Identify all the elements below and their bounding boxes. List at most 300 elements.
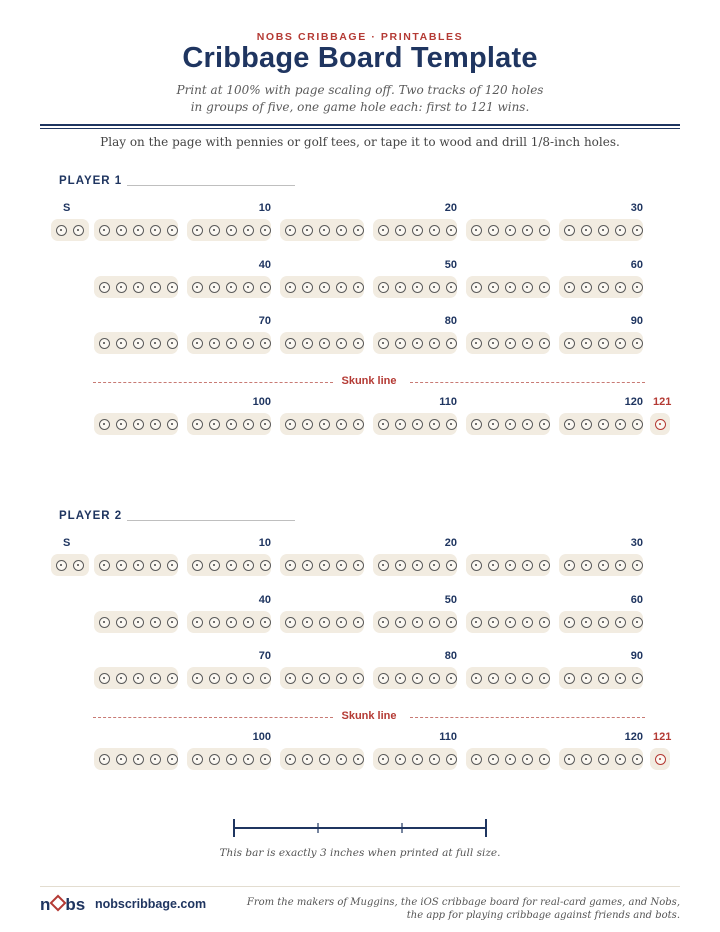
peg-hole[interactable] [429,673,440,684]
peg-hole[interactable] [564,617,575,628]
subtitle-line-2: in groups of five, one game hole each: first to 121 wins. [190,100,530,114]
hole-group [373,276,457,298]
peg-hole[interactable] [167,560,178,571]
peg-hole[interactable] [581,338,592,349]
peg-hole[interactable] [56,560,67,571]
peg-hole[interactable] [522,282,533,293]
peg-hole[interactable] [116,617,127,628]
peg-hole[interactable] [319,754,330,765]
header-rule-thin [40,128,680,129]
hole-number-label: 10 [258,202,271,214]
peg-hole[interactable] [429,617,440,628]
peg-hole[interactable] [353,560,364,571]
peg-hole[interactable] [522,419,533,430]
peg-hole[interactable] [116,754,127,765]
page-title: Cribbage Board Template [182,42,538,74]
peg-hole[interactable] [353,673,364,684]
peg-hole[interactable] [378,225,389,236]
peg-hole[interactable] [522,754,533,765]
peg-hole[interactable] [133,225,144,236]
peg-hole[interactable] [615,282,626,293]
peg-hole[interactable] [539,338,550,349]
peg-hole[interactable] [209,673,220,684]
peg-hole[interactable] [632,225,643,236]
peg-hole[interactable] [564,338,575,349]
peg-hole[interactable] [167,225,178,236]
hole-number-label: 20 [444,537,457,549]
peg-hole[interactable] [336,225,347,236]
peg-hole[interactable] [336,560,347,571]
peg-hole[interactable] [539,754,550,765]
peg-hole[interactable] [133,282,144,293]
peg-hole[interactable] [226,282,237,293]
peg-hole[interactable] [192,225,203,236]
peg-hole[interactable] [260,419,271,430]
eyebrow: NOBS CRIBBAGE · PRINTABLES [256,31,464,43]
peg-hole[interactable] [319,282,330,293]
peg-hole[interactable] [488,560,499,571]
peg-hole[interactable] [319,617,330,628]
peg-hole[interactable] [429,225,440,236]
peg-hole[interactable] [488,754,499,765]
peg-hole[interactable] [412,338,423,349]
peg-hole[interactable] [598,754,609,765]
peg-hole[interactable] [598,617,609,628]
peg-hole[interactable] [56,225,67,236]
peg-hole[interactable] [522,617,533,628]
peg-hole[interactable] [539,673,550,684]
peg-hole[interactable] [488,282,499,293]
peg-hole[interactable] [116,282,127,293]
peg-hole[interactable] [395,673,406,684]
peg-hole[interactable] [488,617,499,628]
peg-hole[interactable] [615,338,626,349]
peg-hole[interactable] [505,673,516,684]
peg-hole[interactable] [446,225,457,236]
peg-hole[interactable] [133,617,144,628]
hole-group [466,611,550,633]
peg-hole[interactable] [378,419,389,430]
peg-hole[interactable] [412,282,423,293]
peg-hole[interactable] [655,754,666,765]
peg-hole[interactable] [429,282,440,293]
peg-hole[interactable] [395,225,406,236]
peg-hole[interactable] [395,754,406,765]
peg-hole[interactable] [598,419,609,430]
peg-hole[interactable] [471,225,482,236]
peg-hole[interactable] [378,754,389,765]
peg-hole[interactable] [209,419,220,430]
hole-number-label: 60 [630,594,643,606]
peg-hole[interactable] [226,754,237,765]
peg-hole[interactable] [226,617,237,628]
peg-hole[interactable] [133,338,144,349]
skunk-line-left [93,382,333,383]
peg-hole[interactable] [615,560,626,571]
brand-logo [40,895,85,915]
peg-hole[interactable] [192,338,203,349]
peg-hole[interactable] [632,338,643,349]
peg-hole[interactable] [378,673,389,684]
player-label-2: PLAYER 2 [59,510,123,522]
peg-hole[interactable] [99,419,110,430]
hole-number-label: 80 [444,315,457,327]
peg-hole[interactable] [429,560,440,571]
peg-hole[interactable] [505,754,516,765]
peg-hole[interactable] [412,673,423,684]
hole-group [187,748,271,770]
peg-hole[interactable] [302,673,313,684]
peg-hole[interactable] [209,617,220,628]
peg-hole[interactable] [302,560,313,571]
peg-hole[interactable] [192,754,203,765]
peg-hole[interactable] [395,560,406,571]
peg-hole[interactable] [336,282,347,293]
brand-logo-n: n [40,895,51,914]
peg-hole[interactable] [319,225,330,236]
peg-hole[interactable] [446,419,457,430]
peg-hole[interactable] [471,673,482,684]
peg-hole[interactable] [539,225,550,236]
peg-hole[interactable] [285,617,296,628]
peg-hole[interactable] [260,560,271,571]
peg-hole[interactable] [167,673,178,684]
peg-hole[interactable] [598,560,609,571]
peg-hole[interactable] [285,754,296,765]
peg-hole[interactable] [429,754,440,765]
hole-number-label: 20 [444,202,457,214]
peg-hole[interactable] [260,673,271,684]
peg-hole[interactable] [446,673,457,684]
player-name-line-1 [127,185,295,186]
peg-hole[interactable] [412,617,423,628]
peg-hole[interactable] [615,419,626,430]
peg-hole[interactable] [167,754,178,765]
peg-hole[interactable] [429,338,440,349]
hole-group [187,276,271,298]
peg-hole[interactable] [446,754,457,765]
peg-hole[interactable] [632,282,643,293]
peg-hole[interactable] [150,419,161,430]
peg-hole[interactable] [539,560,550,571]
peg-hole[interactable] [73,560,84,571]
hole-group [466,332,550,354]
hole-group [466,748,550,770]
peg-hole[interactable] [505,338,516,349]
peg-hole[interactable] [302,754,313,765]
hole-number-label: 120 [624,731,643,743]
peg-hole[interactable] [99,617,110,628]
peg-hole[interactable] [260,617,271,628]
peg-hole[interactable] [99,282,110,293]
peg-hole[interactable] [395,338,406,349]
hole-group [466,276,550,298]
hole-number-label: 30 [630,537,643,549]
peg-hole[interactable] [319,419,330,430]
peg-hole[interactable] [655,419,666,430]
peg-hole[interactable] [192,419,203,430]
peg-hole[interactable] [353,338,364,349]
peg-hole[interactable] [471,338,482,349]
peg-hole[interactable] [378,282,389,293]
peg-hole[interactable] [581,560,592,571]
peg-hole[interactable] [260,338,271,349]
peg-hole[interactable] [192,282,203,293]
peg-hole[interactable] [395,419,406,430]
peg-hole[interactable] [209,338,220,349]
peg-hole[interactable] [412,419,423,430]
hole-group [466,667,550,689]
peg-hole[interactable] [150,225,161,236]
peg-hole[interactable] [581,617,592,628]
peg-hole[interactable] [133,673,144,684]
peg-hole[interactable] [99,754,110,765]
hole-group [94,413,178,435]
peg-hole[interactable] [336,754,347,765]
peg-hole[interactable] [209,754,220,765]
peg-hole[interactable] [395,282,406,293]
peg-hole[interactable] [581,754,592,765]
peg-hole[interactable] [471,754,482,765]
hole-group [187,554,271,576]
peg-hole[interactable] [564,419,575,430]
hole-number-label: 50 [444,594,457,606]
peg-hole[interactable] [395,617,406,628]
peg-hole[interactable] [150,617,161,628]
hole-group [280,554,364,576]
peg-hole[interactable] [133,560,144,571]
peg-hole[interactable] [226,225,237,236]
peg-hole[interactable] [505,225,516,236]
peg-hole[interactable] [378,617,389,628]
peg-hole[interactable] [539,617,550,628]
peg-hole[interactable] [133,419,144,430]
peg-hole[interactable] [564,225,575,236]
peg-hole[interactable] [632,419,643,430]
peg-hole[interactable] [226,419,237,430]
hole-group [187,413,271,435]
peg-hole[interactable] [243,338,254,349]
peg-hole[interactable] [226,560,237,571]
peg-hole[interactable] [150,560,161,571]
peg-hole[interactable] [243,673,254,684]
peg-hole[interactable] [285,673,296,684]
peg-hole[interactable] [99,560,110,571]
peg-hole[interactable] [116,225,127,236]
peg-hole[interactable] [150,338,161,349]
peg-hole[interactable] [73,225,84,236]
peg-hole[interactable] [632,617,643,628]
peg-hole[interactable] [150,754,161,765]
peg-hole[interactable] [302,617,313,628]
peg-hole[interactable] [581,673,592,684]
peg-hole[interactable] [539,419,550,430]
peg-hole[interactable] [150,282,161,293]
peg-hole[interactable] [378,338,389,349]
peg-hole[interactable] [260,754,271,765]
peg-hole[interactable] [260,282,271,293]
peg-hole[interactable] [564,673,575,684]
peg-hole[interactable] [336,338,347,349]
hole-number-label: 50 [444,259,457,271]
peg-hole[interactable] [488,419,499,430]
peg-hole[interactable] [167,338,178,349]
peg-hole[interactable] [581,225,592,236]
peg-hole[interactable] [285,560,296,571]
peg-hole[interactable] [353,419,364,430]
peg-hole[interactable] [116,338,127,349]
peg-hole[interactable] [615,617,626,628]
peg-hole[interactable] [99,338,110,349]
site-link[interactable]: nobscribbage.com [95,897,207,911]
peg-hole[interactable] [522,560,533,571]
hole-group [559,611,643,633]
peg-hole[interactable] [99,225,110,236]
peg-hole[interactable] [243,419,254,430]
peg-hole[interactable] [319,673,330,684]
peg-hole[interactable] [192,560,203,571]
peg-hole[interactable] [581,419,592,430]
peg-hole[interactable] [471,282,482,293]
start-label: S [63,202,71,214]
peg-hole[interactable] [133,754,144,765]
peg-hole[interactable] [598,673,609,684]
peg-hole[interactable] [598,282,609,293]
peg-hole[interactable] [209,560,220,571]
peg-hole[interactable] [285,225,296,236]
peg-hole[interactable] [353,617,364,628]
peg-hole[interactable] [488,338,499,349]
peg-hole[interactable] [505,419,516,430]
hole-group [373,554,457,576]
peg-hole[interactable] [353,225,364,236]
peg-hole[interactable] [167,419,178,430]
peg-hole[interactable] [471,560,482,571]
peg-hole[interactable] [522,673,533,684]
hole-number-label: 100 [252,731,271,743]
hole-group [559,219,643,241]
peg-hole[interactable] [564,754,575,765]
peg-hole[interactable] [336,617,347,628]
peg-hole[interactable] [412,560,423,571]
peg-hole[interactable] [446,338,457,349]
peg-hole[interactable] [319,560,330,571]
hole-group [466,554,550,576]
peg-hole[interactable] [598,338,609,349]
peg-hole[interactable] [353,282,364,293]
peg-hole[interactable] [615,754,626,765]
peg-hole[interactable] [209,225,220,236]
game-hole-label: 121 [653,396,672,408]
peg-hole[interactable] [116,673,127,684]
peg-hole[interactable] [302,225,313,236]
peg-hole[interactable] [243,560,254,571]
peg-hole[interactable] [260,225,271,236]
hole-group [94,611,178,633]
hole-group [373,413,457,435]
hole-group [94,554,178,576]
peg-hole[interactable] [167,282,178,293]
hole-group [559,554,643,576]
peg-hole[interactable] [302,338,313,349]
peg-hole[interactable] [446,282,457,293]
peg-hole[interactable] [243,225,254,236]
peg-hole[interactable] [615,673,626,684]
hole-group [280,332,364,354]
peg-hole[interactable] [505,617,516,628]
peg-hole[interactable] [632,673,643,684]
player-name-line-2 [127,520,295,521]
brand-logo-bs: bs [65,895,86,914]
peg-hole[interactable] [505,560,516,571]
peg-hole[interactable] [632,560,643,571]
peg-hole[interactable] [505,282,516,293]
hole-group [280,413,364,435]
hole-number-label: 30 [630,202,643,214]
peg-hole[interactable] [564,560,575,571]
peg-hole[interactable] [598,225,609,236]
peg-hole[interactable] [488,673,499,684]
peg-hole[interactable] [446,560,457,571]
peg-hole[interactable] [471,617,482,628]
peg-hole[interactable] [302,419,313,430]
peg-hole[interactable] [243,617,254,628]
peg-hole[interactable] [285,338,296,349]
peg-hole[interactable] [209,282,220,293]
peg-hole[interactable] [226,338,237,349]
peg-hole[interactable] [226,673,237,684]
peg-hole[interactable] [581,282,592,293]
intro-text: Play on the page with pennies or golf tees, or tape it to wood and drill 1/8-inch holes. [100,135,620,149]
peg-hole[interactable] [99,673,110,684]
header-rule-thick [40,124,680,126]
peg-hole[interactable] [522,225,533,236]
peg-hole[interactable] [116,560,127,571]
peg-hole[interactable] [446,617,457,628]
peg-hole[interactable] [336,673,347,684]
peg-hole[interactable] [302,282,313,293]
hole-group [373,219,457,241]
peg-hole[interactable] [319,338,330,349]
subtitle-line-1: Print at 100% with page scaling off. Two tracks of 120 holes [176,83,544,97]
peg-hole[interactable] [192,617,203,628]
peg-hole[interactable] [150,673,161,684]
hole-group [280,748,364,770]
peg-hole[interactable] [564,282,575,293]
hole-group [94,667,178,689]
peg-hole[interactable] [615,225,626,236]
peg-hole[interactable] [488,225,499,236]
peg-hole[interactable] [378,560,389,571]
peg-hole[interactable] [353,754,364,765]
hole-group [187,332,271,354]
peg-hole[interactable] [522,338,533,349]
peg-hole[interactable] [336,419,347,430]
peg-hole[interactable] [412,225,423,236]
peg-hole[interactable] [116,419,127,430]
peg-hole[interactable] [243,282,254,293]
peg-hole[interactable] [471,419,482,430]
peg-hole[interactable] [632,754,643,765]
peg-hole[interactable] [429,419,440,430]
peg-hole[interactable] [192,673,203,684]
peg-hole[interactable] [285,282,296,293]
peg-hole[interactable] [539,282,550,293]
peg-hole[interactable] [285,419,296,430]
peg-hole[interactable] [167,617,178,628]
peg-hole[interactable] [243,754,254,765]
peg-hole[interactable] [412,754,423,765]
